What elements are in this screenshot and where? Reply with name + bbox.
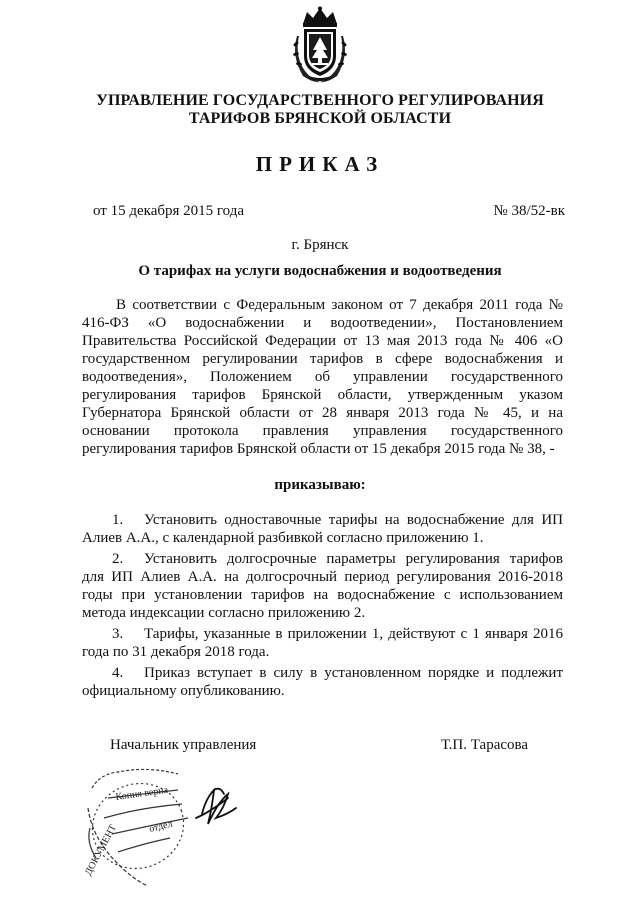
order-word: приказываю: [274,477,366,493]
preamble-paragraph [82,296,563,458]
order-item-text: Установить одноставочные тарифы на водоснабжение для ИП Алиев А.А., с календарной разбивкой согласно приложению 1. [82,512,563,546]
order-item-text: Тарифы, указанные в приложении 1, действуют с 1 января 2016 года по 31 декабря 2018 года. [82,626,563,660]
document-city: г. Брянск [291,237,349,253]
order-item [82,625,563,661]
svg-text:ДОКУМЕНТ: ДОКУМЕНТ [82,822,119,878]
signatory-name: Т.П. Тарасова [441,737,529,753]
order-item-text: Приказ вступает в силу в установленном порядке и подлежит официальному опубликованию. [82,665,563,699]
svg-text:отдел: отдел [148,818,174,835]
order-items-list [82,511,563,703]
order-item-number: 2. [112,551,124,567]
organization-name-line2: ТАРИФОВ БРЯНСКОЙ ОБЛАСТИ [188,110,452,127]
organization-name-line1: УПРАВЛЕНИЕ ГОСУДАРСТВЕННОГО РЕГУЛИРОВАНИЯ [96,92,544,109]
seal-stamp-icon [78,768,254,890]
order-item [82,664,563,700]
coat-of-arms-icon [289,6,351,84]
document-title: ПРИКАЗ [255,152,385,176]
document-subject: О тарифах на услуги водоснабжения и водоотведения [138,263,502,279]
order-item-text: Установить долгосрочные параметры регулирования тарифов для ИП Алиев А.А. на долгосрочный период регулирования 2016-2018 годы при установлении тарифов на водоснабжение с использованием метода индексации согласно приложению 2. [82,551,563,621]
signatory-position: Начальник управления [110,737,257,753]
order-item-number: 3. [112,626,124,642]
order-item-number: 4. [112,665,124,681]
svg-text:Копия верна: Копия верна [114,784,169,803]
order-item [82,511,563,547]
preamble-text: В соответствии с Федеральным законом от 7 декабря 2011 года № 416-ФЗ «О водоснабжении и водоотведении», Постановлением Правительства Российской Федерации от 13 мая 2013 года № 406 «О государственном регулировании тарифов в сфере водоснабжения и водоотведения», Положением об управлении государственного регулирования тарифов Брянской области, утвержденным указом Губернатора Брянской области от 28 января 2013 года № 45, и на основании протокола правления управления государственного регулирования тарифов Брянской области от 15 декабря 2015 года № 38, - [82,297,563,457]
order-item [82,550,563,622]
document-number: № 38/52-вк [493,203,565,219]
document-date: от 15 декабря 2015 года [93,203,245,219]
order-item-number: 1. [112,512,124,528]
